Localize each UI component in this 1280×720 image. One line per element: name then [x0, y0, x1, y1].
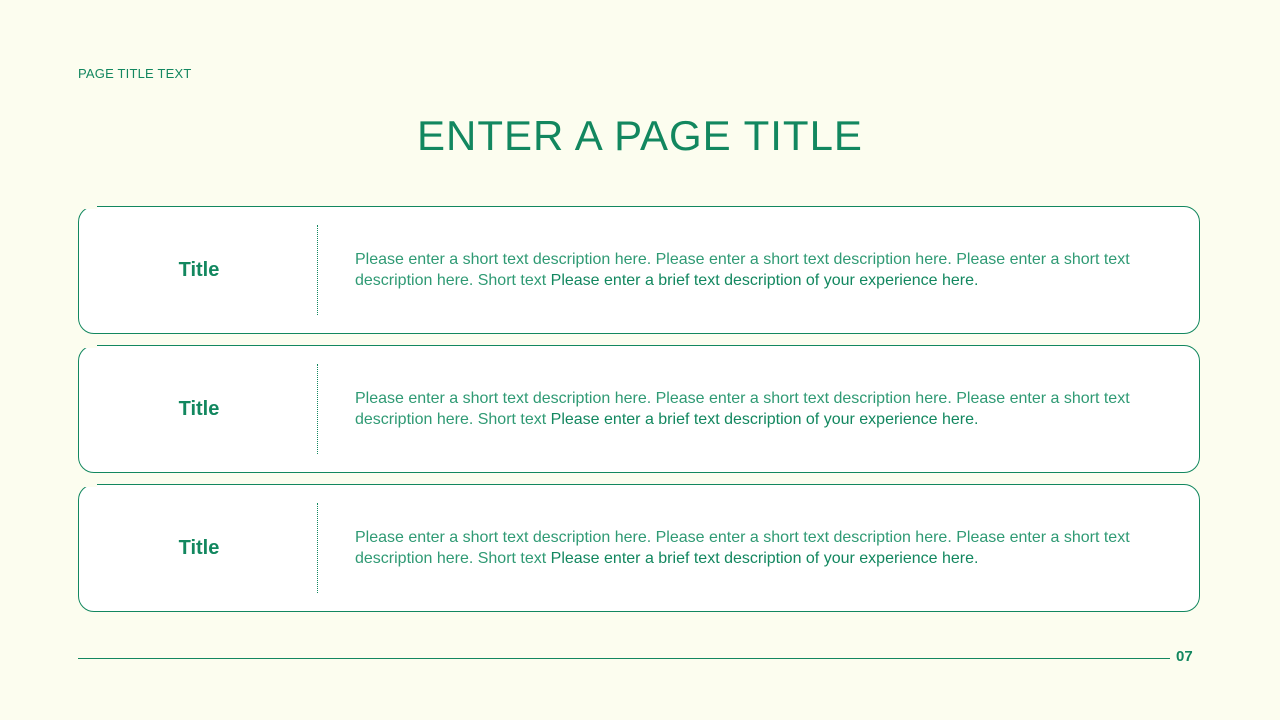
- card-2: [78, 345, 1200, 473]
- card-divider: [317, 225, 318, 315]
- card-divider: [317, 364, 318, 454]
- card-title: Title: [178, 258, 220, 281]
- card-3: [78, 484, 1200, 612]
- card-description-text: Please enter a short text description here. Please enter a short text description here. Please enter a short text description here. Short text: [355, 529, 1130, 567]
- card-description: [355, 346, 1165, 472]
- card-title: Title: [178, 536, 220, 559]
- card-divider: [317, 503, 318, 593]
- card-1: [78, 206, 1200, 334]
- card-description-text: Please enter a short text description here. Please enter a short text description here. Please enter a short text description here. Short text: [355, 251, 1130, 289]
- card-description-emphasis: Please enter a brief text description of your experience here.: [550, 411, 979, 428]
- page-number: 07: [1176, 648, 1193, 665]
- card-description: [355, 207, 1165, 333]
- card-title: Title: [178, 397, 220, 420]
- page-title: ENTER A PAGE TITLE: [417, 112, 863, 159]
- footer-divider: [78, 658, 1170, 659]
- card-description-emphasis: Please enter a brief text description of your experience here.: [550, 272, 979, 289]
- page-label: PAGE TITLE TEXT: [78, 66, 192, 81]
- card-description: [355, 485, 1165, 611]
- card-description-emphasis: Please enter a brief text description of your experience here.: [550, 550, 979, 567]
- card-description-text: Please enter a short text description here. Please enter a short text description here. Please enter a short text description here. Short text: [355, 390, 1130, 428]
